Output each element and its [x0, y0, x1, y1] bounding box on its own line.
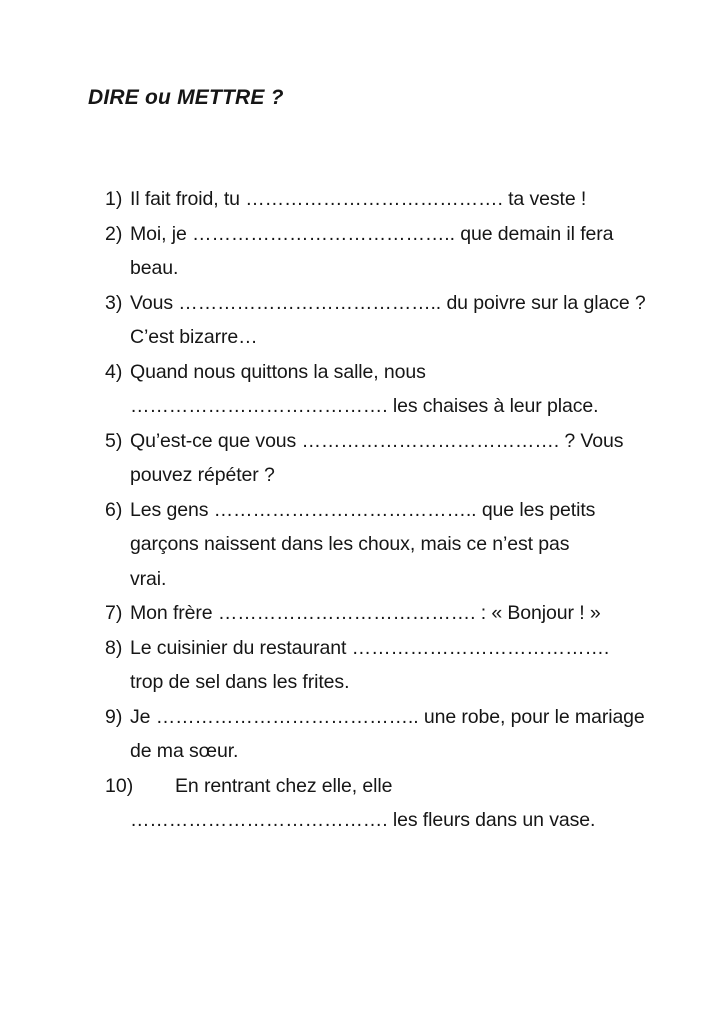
- item-number: 6): [105, 498, 123, 521]
- exercise-item-9: [105, 700, 685, 769]
- exercise-list: [105, 182, 685, 838]
- item-line: vrai.: [130, 567, 167, 590]
- exercise-item-7: [105, 596, 685, 631]
- item-number: 4): [105, 360, 123, 383]
- exercise-item-8: [105, 631, 685, 700]
- item-line: C’est bizarre…: [130, 326, 258, 348]
- exercise-item-1: [105, 182, 685, 217]
- exercise-item-2: [105, 217, 685, 286]
- item-number: 1): [105, 188, 123, 210]
- item-line: Moi, je ………………………………….. que demain il fera: [130, 222, 614, 245]
- item-line: Les gens ………………………………….. que les petits: [130, 498, 596, 521]
- exercise-item-6: [105, 493, 685, 597]
- item-line: Vous ………………………………….. du poivre sur la glace ?: [130, 291, 646, 314]
- item-number: 8): [105, 636, 123, 659]
- item-line: trop de sel dans les frites.: [130, 671, 350, 693]
- item-line: …………………………………. les chaises à leur place.: [130, 395, 599, 417]
- item-line: Qu’est-ce que vous …………………………………. ? Vous: [130, 429, 624, 452]
- item-number: 7): [105, 602, 123, 624]
- item-number: 2): [105, 222, 123, 245]
- item-number: 9): [105, 705, 123, 728]
- exercise-item-5: [105, 424, 685, 493]
- exercise-item-4: [105, 355, 685, 424]
- item-line: de ma sœur.: [130, 740, 239, 762]
- item-number: 10): [105, 774, 134, 797]
- item-line: Quand nous quittons la salle, nous: [130, 360, 426, 383]
- item-line: Il fait froid, tu …………………………………. ta veste !: [130, 188, 587, 210]
- item-line: garçons naissent dans les choux, mais ce n’est pas: [130, 533, 570, 555]
- item-number: 5): [105, 429, 123, 452]
- item-line: En rentrant chez elle, elle: [175, 774, 393, 797]
- item-line: Le cuisinier du restaurant ………………………………….: [130, 636, 610, 659]
- exercise-item-3: [105, 286, 685, 355]
- item-line: Je ………………………………….. une robe, pour le mariage: [130, 705, 645, 728]
- worksheet-title: DIRE ou METTRE ?: [88, 86, 284, 109]
- item-line: pouvez répéter ?: [130, 464, 275, 486]
- item-line: Mon frère …………………………………. : « Bonjour ! »: [130, 602, 601, 624]
- item-line: …………………………………. les fleurs dans un vase.: [130, 809, 596, 831]
- exercise-item-10: [105, 769, 685, 838]
- item-line: beau.: [130, 257, 179, 279]
- item-number: 3): [105, 291, 123, 314]
